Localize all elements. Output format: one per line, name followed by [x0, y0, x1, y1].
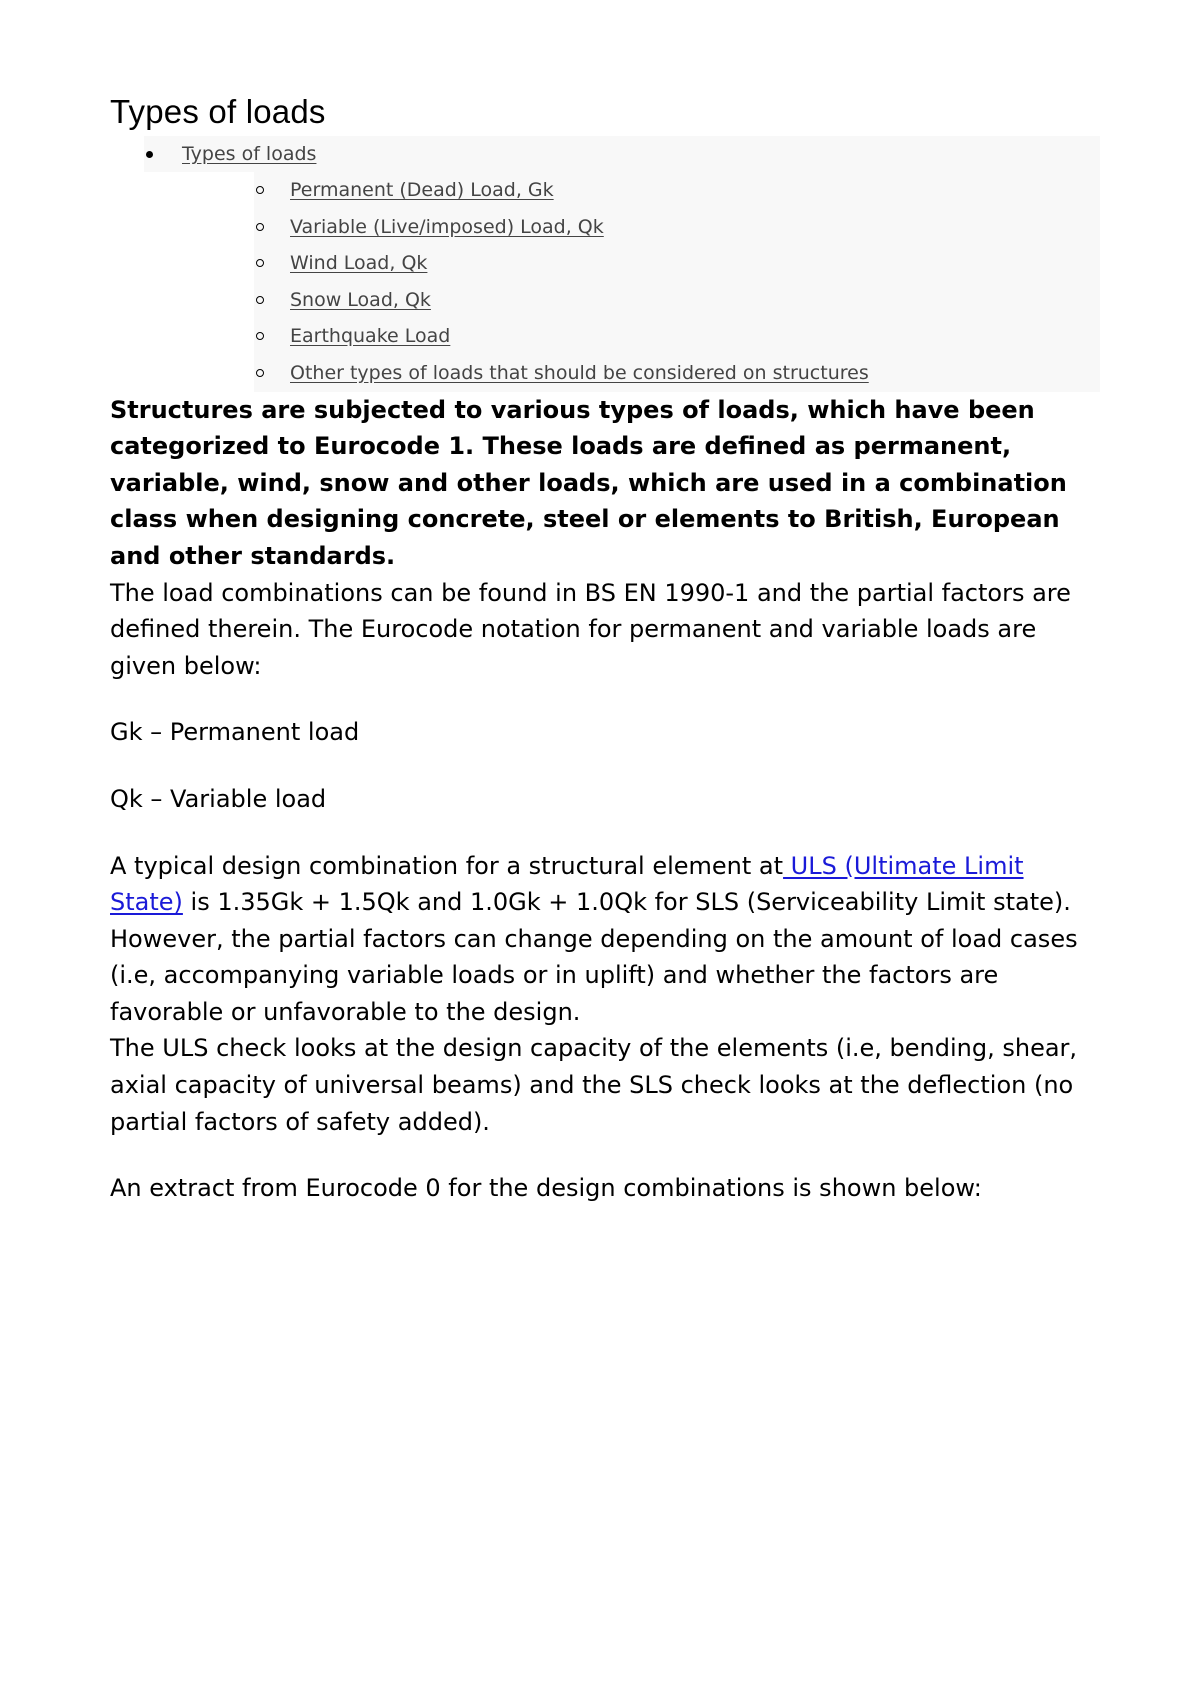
- toc-item-earthquake-load: [254, 318, 1100, 355]
- toc-link-other-loads[interactable]: Other types of loads that should be considered on structures: [290, 361, 869, 384]
- uls-link[interactable]: ULS (Ultimate Limit State): [110, 851, 1024, 917]
- intro-paragraph: Structures are subjected to various types of loads, which have been categorized to Eurocode 1. These loads are defined as permanent, variable, wind, snow and other loads, which are used in a combination class when designing concrete, steel or elements to British, European and other standards.: [110, 395, 1067, 570]
- toc-item-variable-load: [254, 209, 1100, 246]
- article-body: [110, 392, 1100, 1207]
- document-page: [110, 90, 1100, 1207]
- toc-link-snow-load[interactable]: Snow Load, Qk: [290, 288, 431, 311]
- design-combination-paragraph: [110, 848, 1100, 1031]
- toc-item-wind-load: [254, 245, 1100, 282]
- toc-item-other-loads: [254, 355, 1100, 392]
- toc-link-permanent-load[interactable]: Permanent (Dead) Load, Gk: [290, 179, 554, 201]
- toc-link-variable-load[interactable]: Variable (Live/imposed) Load, Qk: [290, 215, 604, 238]
- load-combinations-paragraph: The load combinations can be found in BS EN 1990-1 and the partial factors are defined therein. The Eurocode notation for permanent and variable loads are given below:: [110, 578, 1071, 680]
- toc-sublist: [254, 172, 1100, 392]
- design-combination-text-end: is 1.35Gk + 1.5Qk and 1.0Gk + 1.0Qk for SLS (Serviceability Limit state). However, the partial factors can change depending on the amount of load cases (i.e, accompanying variable loads or in uplift) and whether the factors are favorable or unfavorable to the design.: [110, 888, 1078, 1026]
- toc-item-permanent-load: [254, 172, 1100, 209]
- eurocode-extract-paragraph: An extract from Eurocode 0 for the design combinations is shown below:: [110, 1174, 982, 1203]
- toc-item-snow-load: [254, 282, 1100, 319]
- page-title: Types of loads: [110, 93, 326, 130]
- toc-link-earthquake-load[interactable]: Earthquake Load: [290, 325, 451, 348]
- qk-notation: Qk – Variable load: [110, 784, 327, 813]
- gk-notation: Gk – Permanent load: [110, 718, 360, 747]
- uls-sls-check-paragraph: The ULS check looks at the design capacity of the elements (i.e, bending, shear, axial capacity of universal beams) and the SLS check looks at the deflection (no partial factors of safety added).: [110, 1034, 1078, 1136]
- toc-item-types-of-loads: [144, 136, 1100, 172]
- design-combination-text-start: A typical design combination for a structural element at: [110, 851, 784, 880]
- toc-link-types-of-loads[interactable]: Types of loads: [182, 143, 317, 165]
- table-of-contents: [144, 136, 1100, 392]
- toc-link-wind-load[interactable]: Wind Load, Qk: [290, 252, 428, 275]
